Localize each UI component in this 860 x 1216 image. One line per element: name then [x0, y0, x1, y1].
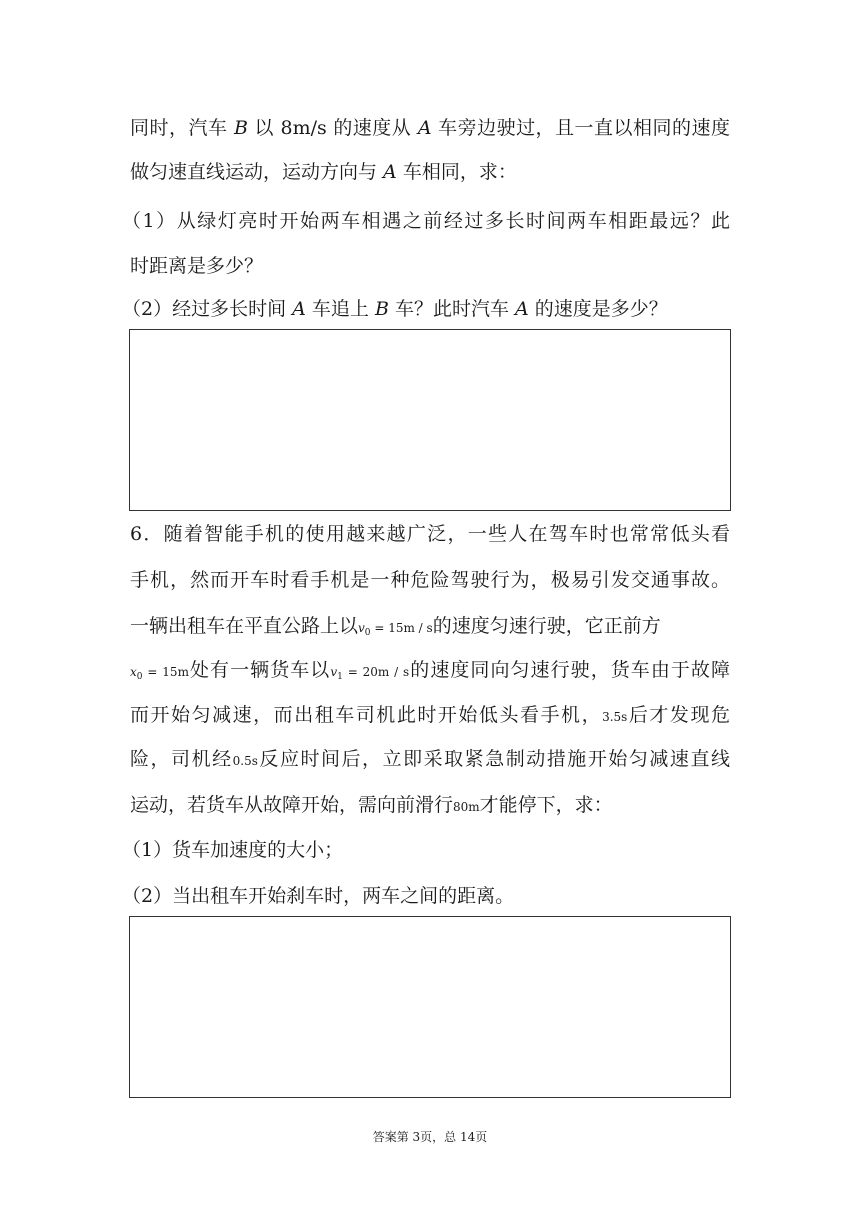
- distance-value: 80m: [453, 800, 480, 814]
- q5-part-1-line-2: 时距离是多少？: [130, 255, 264, 277]
- formula-x0: $x_0 = 15m$: [130, 665, 189, 682]
- var-a: A: [515, 298, 529, 320]
- q5-text-line-1: 同时，汽车 B 以 8m/s 的速度从 A 车旁边驶过，且一直以相同的速度: [130, 117, 730, 139]
- q6-text-line-1: 6．随着智能手机的使用越来越广泛，一些人在驾车时也常常低头看: [130, 523, 730, 545]
- answer-box-q5[interactable]: [129, 329, 731, 511]
- q5-part-1-line-1: （1）从绿灯亮时开始两车相遇之前经过多长时间两车相距最远？此: [122, 210, 730, 232]
- q6-part-2: （2）当出租车开始刹车时，两车之间的距离。: [122, 885, 515, 907]
- reaction-time-value: 0.5s: [232, 754, 258, 768]
- page-footer: 答案第 3页，总 14页: [372, 1130, 488, 1144]
- var-a: A: [292, 298, 306, 320]
- var-a: A: [417, 117, 432, 139]
- q6-text-line-4: $x_0 = 15m$处有一辆货车以$v_1 = 20m / s$的速度同向匀速行驶，货车由于故障: [130, 659, 730, 682]
- q6-text-line-7: 运动，若货车从故障开始，需向前滑行80m才能停下，求：: [130, 794, 613, 816]
- var-a: A: [383, 161, 397, 183]
- q6-text-line-6: 险，司机经0.5s反应时间后，立即采取紧急制动措施开始匀减速直线: [130, 748, 730, 770]
- q6-text-line-3: 一辆出租车在平直公路上以$v_0 = 15m / s$的速度匀速行驶，它正前方: [130, 615, 661, 638]
- var-b: B: [234, 117, 248, 139]
- q5-part-2: （2）经过多长时间 A 车追上 B 车？此时汽车 A 的速度是多少？: [122, 298, 668, 320]
- q5-text-line-2: 做匀速直线运动，运动方向与 A 车相同，求：: [130, 161, 517, 183]
- q6-text-line-5: 而开始匀减速，而出租车司机此时开始低头看手机，3.5s后才发现危: [130, 704, 730, 726]
- answer-box-q6[interactable]: [129, 916, 731, 1098]
- time-value: 3.5s: [602, 710, 628, 724]
- var-b: B: [374, 298, 389, 320]
- formula-v1: $v_1 = 20m / s$: [330, 665, 410, 682]
- q6-part-1: （1）货车加速度的大小；: [122, 839, 344, 861]
- formula-v0: $v_0 = 15m / s$: [358, 621, 433, 638]
- q6-text-line-2: 手机，然而开车时看手机是一种危险驾驶行为，极易引发交通事故。: [130, 569, 730, 591]
